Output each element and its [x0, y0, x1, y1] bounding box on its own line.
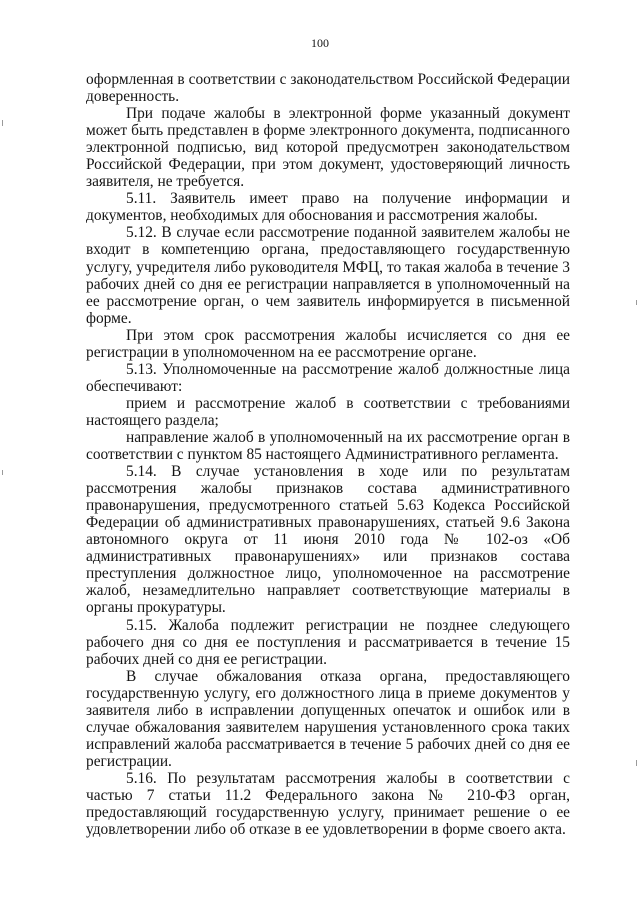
paragraph: При этом срок рассмотрения жалобы исчисляется со дня ее регистрации в уполномоченном на ее рассмотрение органе.: [86, 326, 570, 361]
paragraph-5-16: 5.16. По результатам рассмотрения жалобы в соответствии с частью 7 статьи 11.2 Федерального закона № 210-ФЗ орган, предоставляющий государственную услугу, принимает решение о ее удовлетворении либо об отказе в ее удовлетворении в форме своего акта.: [86, 769, 570, 839]
paragraph: При подаче жалобы в электронной форме указанный документ может быть представлен в форме электронного документа, подписанного электронной подписью, вид которой предусмотрен законодательством Российской Федерации, при этом документ, удостоверяющий личность заявителя, не требуется.: [86, 105, 570, 191]
paragraph-5-11: 5.11. Заявитель имеет право на получение информации и документов, необходимых для обоснования и рассмотрения жалобы.: [86, 190, 570, 225]
paragraph: оформленная в соответствии с законодательством Российской Федерации доверенность.: [86, 71, 570, 106]
body-text: [86, 71, 570, 838]
page-number: 100: [311, 36, 329, 50]
paragraph-5-12: 5.12. В случае если рассмотрение поданной заявителем жалобы не входит в компетенцию органа, предоставляющего государственную услугу, учредителя либо руководителя МФЦ, то такая жалоба в течение 3 рабочих дней со дня ее регистрации направляется в уполномоченный на ее рассмотрение орган, о чем заявитель информируется в письменной форме.: [86, 224, 570, 327]
paragraph-5-15: 5.15. Жалоба подлежит регистрации не позднее следующего рабочего дня со дня ее поступления и рассматривается в течение 15 рабочих дней со дня ее регистрации.: [86, 616, 570, 668]
scan-edge-mark: [2, 120, 3, 126]
paragraph-5-13: 5.13. Уполномоченные на рассмотрение жалоб должностные лица обеспечивают:: [86, 360, 570, 395]
scan-edge-mark: [636, 760, 637, 766]
scan-edge-mark: [2, 470, 3, 475]
paragraph: прием и рассмотрение жалоб в соответствии с требованиями настоящего раздела;: [86, 394, 570, 429]
paragraph-5-14: 5.14. В случае установления в ходе или по результатам рассмотрения жалобы признаков состава административного правонарушения, предусмотренного статьей 5.63 Кодекса Российской Федерации об административных правонарушениях, статьей 9.6 Закона автономного округа от 11 июня 2010 года № 102-оз «Об административных правонарушениях» или признаков состава преступления должностное лицо, уполномоченное на рассмотрение жалоб, незамедлительно направляет соответствующие материалы в органы прокуратуры.: [86, 463, 570, 617]
paragraph: направление жалоб в уполномоченный на их рассмотрение орган в соответствии с пунктом 85 настоящего Административного регламента.: [86, 428, 570, 464]
scan-edge-mark: [636, 300, 637, 305]
paragraph: В случае обжалования отказа органа, предоставляющего государственную услугу, его должностного лица в приеме документов у заявителя либо в исправлении допущенных опечаток и ошибок или в случае обжалования заявителем нарушения установленного срока таких исправлений жалоба рассматривается в течение 5 рабочих дней со дня ее регистрации.: [86, 667, 570, 770]
